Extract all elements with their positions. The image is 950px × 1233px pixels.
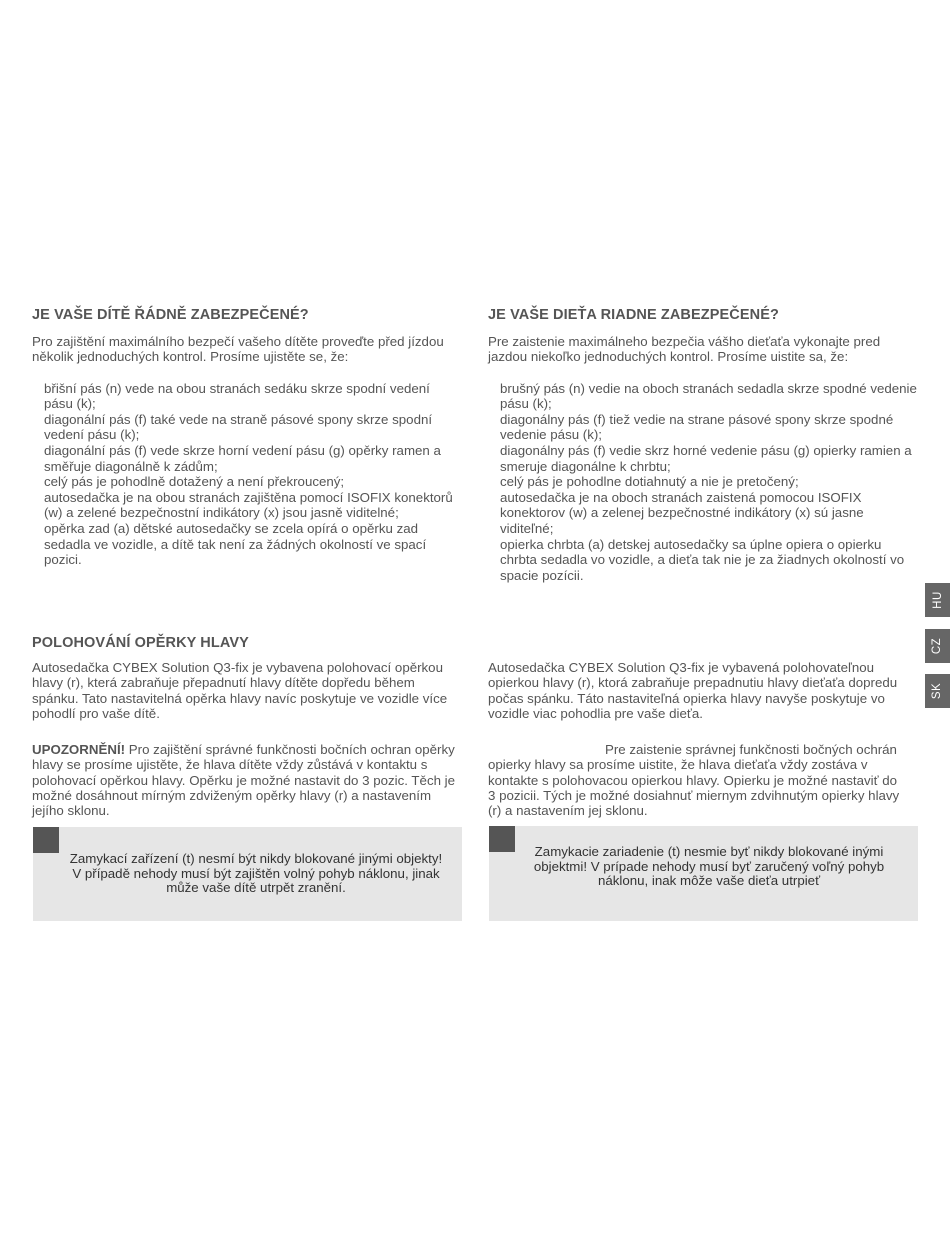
tab-cz[interactable]: CZ (925, 629, 950, 663)
intro-paragraph: Pre zaistenie maximálneho bezpečia vášho dieťaťa vykonajte pred jazdou niekoľko jednoduchých kontrol. Prosíme uistite sa, že: (488, 334, 881, 365)
list-item: diagonální pás (f) vede skrze horní vedení pásu (g) opěrky ramen a směřuje diagonálně k zádům; (44, 442, 441, 474)
warning-paragraph (488, 742, 908, 818)
warning-icon (33, 827, 59, 853)
warning-paragraph (32, 742, 456, 818)
headrest-paragraph: Autosedačka CYBEX Solution Q3-fix je vybavená polohovateľnou opierkou hlavy (r), ktorá zabraňuje prepadnutiu hlavy dieťaťa dopredu počas spánku. Táto nastaviteľná opierka hlavy navyše poskytuje vo vozidle viac pohodlia pre vaše dieťa. (488, 660, 898, 721)
section-heading-safety: JE VAŠE DÍTĚ ŘÁDNĚ ZABEZPEČENÉ? (32, 307, 309, 323)
intro-paragraph: Pro zajištění maximálního bezpečí vašeho dítěte proveďte před jízdou několik jednoduchých kontrol. Prosíme ujistěte se, že: (32, 334, 444, 365)
list-item: diagonální pás (f) také vede na straně pásové spony skrze spodní vedení pásu (k); (44, 411, 433, 443)
warning-box (33, 827, 462, 921)
warning-text: Pro zajištění správné funkčnosti bočních ochran opěrky hlavy se prosíme ujistěte, že hlava dítěte vždy zůstává v kontaktu s polohovací opěrkou hlavy. Opěrku je možné nastavit do 3 pozic. Těch je možné dosáhnout mírným zdviženým opěrky hlavy (r) a nastavením jejího sklonu. (32, 742, 456, 819)
list-item: opierka chrbta (a) detskej autosedačky sa úplne opiera o opierku chrbta sedadla vo vozidle, a dieťa tak nie je za žiadnych okolností vo spacie pozícii. (500, 536, 905, 583)
warning-box (489, 826, 918, 921)
list-item: diagonálny pás (f) tiež vedie na strane pásové spony skrze spodné vedenie pásu (k); (500, 411, 894, 443)
checklist (32, 381, 462, 568)
list-item: břišní pás (n) vede na obou stranách sedáku skrze spodní vedení pásu (k); (44, 380, 430, 412)
left-column-cz (32, 306, 462, 568)
warning-box-text: Zamykacie zariadenie (t) nesmie byť nikdy blokované inými objektmi! V prípade nehody musí byť zaručený voľný pohyb náklonu, inak môže vaše dieťa utrpieť (533, 844, 885, 889)
section-heading-safety: JE VAŠE DIEŤA RIADNE ZABEZPEČENÉ? (488, 307, 779, 323)
section-heading-headrest: POLOHOVÁNÍ OPĚRKY HLAVY (32, 635, 249, 651)
checklist (488, 381, 920, 584)
tab-hu[interactable]: HU (925, 583, 950, 617)
warning-icon (489, 826, 515, 852)
list-item: opěrka zad (a) dětské autosedačky se zcela opírá o opěrku zad sedadla ve vozidle, a dítě tak není za žádných okolností ve spací pozici. (44, 520, 427, 568)
warning-text: Pre zaistenie správnej funkčnosti bočných ochrán opierky hlavy sa prosíme uistite, že hlava dieťaťa vždy zostáva v kontakte s polohovacou opierkou hlavy. Opierku je možné nastaviť do 3 pozicii. Tých je možné dosiahnuť miernym zdvihnutým opierky hlavy (r) a nastavením jej sklonu. (488, 742, 900, 819)
tab-sk[interactable]: SK (925, 674, 950, 708)
warning-box-text: Zamykací zařízení (t) nesmí být nikdy blokované jinými objekty! V případě nehody musí být zajištěn volný pohyb náklonu, jinak může vaše dítě utrpět zranění. (69, 851, 443, 896)
list-item: autosedačka je na obou stranách zajištěna pomocí ISOFIX konektorů (w) a zelené bezpečnostní indikátory (x) jsou jasně viditelné; (44, 489, 453, 521)
list-item: autosedačka je na oboch stranách zaistená pomocou ISOFIX konektorov (w) a zelenej bezpečnostné indikátory (x) sú jasne viditeľné; (500, 489, 864, 536)
list-item: brušný pás (n) vedie na oboch stranách sedadla skrze spodné vedenie pásu (k); (500, 380, 917, 412)
list-item: celý pás je pohodlne dotiahnutý a nie je pretočený; (500, 474, 799, 490)
right-column-sk (488, 306, 920, 583)
headrest-paragraph: Autosedačka CYBEX Solution Q3-fix je vybavena polohovací opěrkou hlavy (r), která zabraňuje přepadnutí hlavy dítěte dopředu během spánku. Tato nastavitelná opěrka hlavy navíc poskytuje ve vozidle více pohodlí pro vaše dítě. (32, 660, 448, 721)
list-item: diagonálny pás (f) vedie skrz horné vedenie pásu (g) opierky ramien a smeruje diagonálne k chrbtu; (500, 442, 912, 474)
warning-lead: UPOZORNĚNÍ! (32, 742, 126, 757)
list-item: celý pás je pohodlně dotažený a není překroucený; (44, 474, 345, 490)
